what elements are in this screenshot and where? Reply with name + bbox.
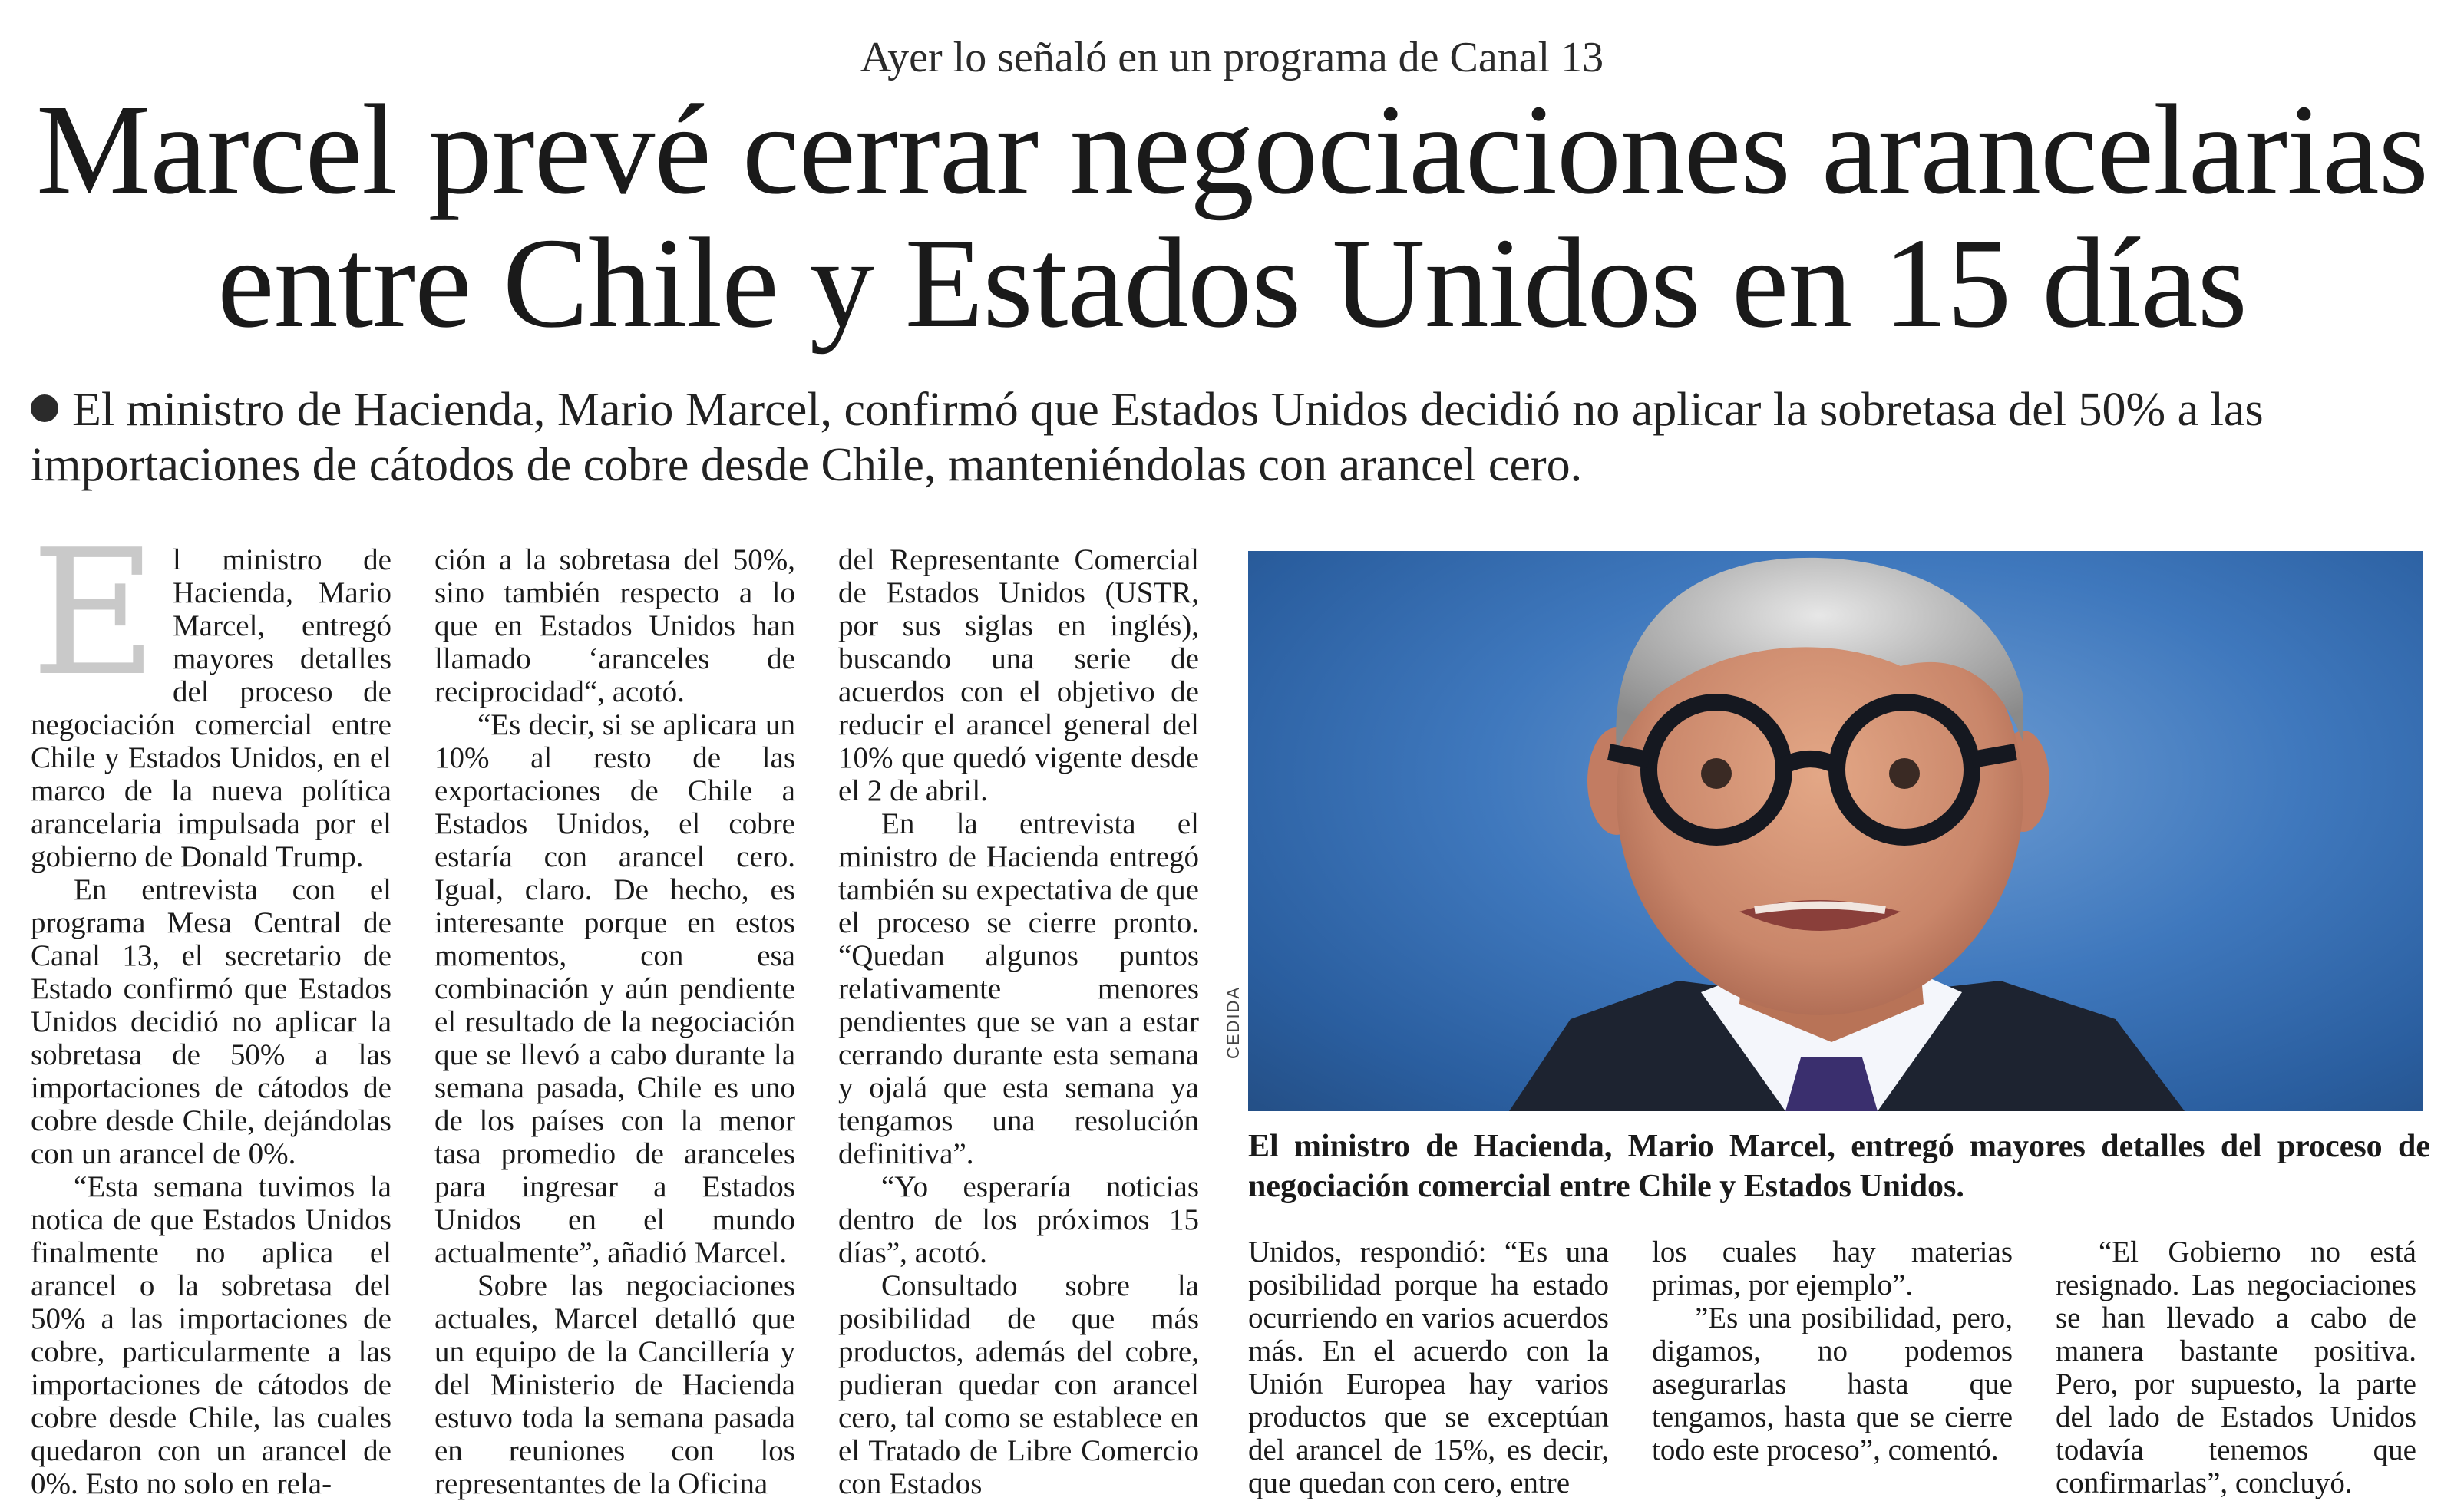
- paragraph: “El Gobierno no está resignado. Las negociaciones se han llevado a cabo de manera bastante positiva. Pero, por supuesto, la parte del lado de Estados Unidos todavía tenemos que confirmarlas”, concluyó.: [2056, 1235, 2416, 1499]
- kicker: Ayer lo señaló en un programa de Canal 13: [860, 34, 1604, 81]
- photo-mario-marcel: [1248, 551, 2423, 1111]
- photo-caption: El ministro de Hacienda, Mario Marcel, entregó mayores detalles del proceso de negociación comercial entre Chile y Estados Unidos.: [1248, 1129, 2430, 1204]
- paragraph: “Esta semana tuvimos la notica de que Estados Unidos finalmente no aplica el arancel o la sobretasa del 50% a las importaciones de cobre, particularmente a las importaciones de cátodos de cobre desde Chile, las cuales quedaron con un arancel de 0%. Esto no solo en rela-: [31, 1170, 391, 1500]
- paragraph: “Yo esperaría noticias dentro de los próximos 15 días”, acotó.: [838, 1170, 1199, 1269]
- summary-line-2: importaciones de cátodos de cobre desde Chile, manteniéndolas con arancel cero.: [31, 439, 1583, 491]
- paragraph: del Representante Comercial de Estados Unidos (USTR, por sus siglas en inglés), buscando una serie de acuerdos con el objetivo de reducir el arancel general del 10% que quedó vigente desde el 2 de abril.: [838, 543, 1199, 807]
- paragraph: En entrevista con el programa Mesa Central de Canal 13, el secretario de Estado confirmó que Estados Unidos decidió no aplicar la sobretasa de 50% a las importaciones de cátodos de cobre desde Chile, dejándolas con un arancel de 0%.: [31, 873, 391, 1170]
- portrait-illustration: [1248, 551, 2423, 1111]
- paragraph-text: l ministro de Hacienda, Mario Marcel, entregó mayores detalles del proceso de negociación comercial entre Chile y Estados Unidos, en el marco de la nueva política arancelaria impulsada por el gobierno de Donald Trump.: [31, 543, 391, 873]
- headline-line-2: entre Chile y Estados Unidos en 15 días: [217, 212, 2247, 355]
- summary-line-1: [31, 382, 2441, 437]
- paragraph: En la entrevista el ministro de Hacienda entregó también su expectativa de que el proceso se cierre pronto. “Quedan algunos puntos relativamente menores pendientes que se van a estar cerrando durante esta semana y ojalá que esta semana ya tengamos una resolución definitiva”.: [838, 807, 1199, 1170]
- paragraph: ción a la sobretasa del 50%, sino también respecto a lo que en Estados Unidos han llamado ‘aranceles de reciprocidad“, acotó.: [434, 543, 795, 708]
- article-column-3: [838, 543, 1199, 1500]
- article-column-1: [31, 513, 391, 1500]
- article-column-4: [1248, 1235, 1609, 1499]
- article-column-5: [1652, 1235, 2013, 1466]
- article-column-6: [2056, 1235, 2416, 1499]
- summary: [31, 382, 2441, 493]
- photo-credit: CEDIDA: [1224, 985, 1243, 1059]
- paragraph: Consultado sobre la posibilidad de que más productos, además del cobre, pudieran quedar con arancel cero, tal como se establece en el Tratado de Libre Comercio con Estados: [838, 1269, 1199, 1500]
- paragraph: “Es decir, si se aplicara un 10% al resto de las exportaciones de Chile a Estados Unidos, el cobre estaría con arancel cero. Igual, claro. De hecho, es interesante porque en estos momentos, con esa combinación y aún pendiente el resultado de la negociación que se llevó a cabo durante la semana pasada, Chile es uno de los países con la menor tasa promedio de aranceles para ingresar a Estados Unidos en el mundo actualmente”, añadió Marcel.: [434, 708, 795, 1269]
- paragraph: Sobre las negociaciones actuales, Marcel detalló que un equipo de la Cancillería y del Ministerio de Hacienda estuvo toda la semana pasada en reuniones con los representantes de la Oficina: [434, 1269, 795, 1500]
- summary-text-1: El ministro de Hacienda, Mario Marcel, confirmó que Estados Unidos decidió no aplicar la sobretasa del 50% a las: [72, 384, 2264, 436]
- paragraph: [31, 513, 391, 873]
- paragraph: los cuales hay materias primas, por ejemplo”.: [1652, 1235, 2013, 1301]
- paragraph: ”Es una posibilidad, pero, digamos, no podemos asegurarlas hasta que tengamos, hasta que se cierre todo este proceso”, comentó.: [1652, 1301, 2013, 1466]
- bullet-icon: [31, 394, 58, 422]
- headline: [23, 78, 2441, 355]
- article-column-2: [434, 543, 795, 1500]
- paragraph: Unidos, respondió: “Es una posibilidad porque ha estado ocurriendo en varios acuerdos más. En el acuerdo con la Unión Europea hay varios productos que se exceptúan del arancel de 15%, es decir, que quedan con cero, entre: [1248, 1235, 1609, 1499]
- headline-line-1: Marcel prevé cerrar negociaciones arancelarias: [36, 78, 2428, 221]
- drop-cap: E: [31, 513, 157, 714]
